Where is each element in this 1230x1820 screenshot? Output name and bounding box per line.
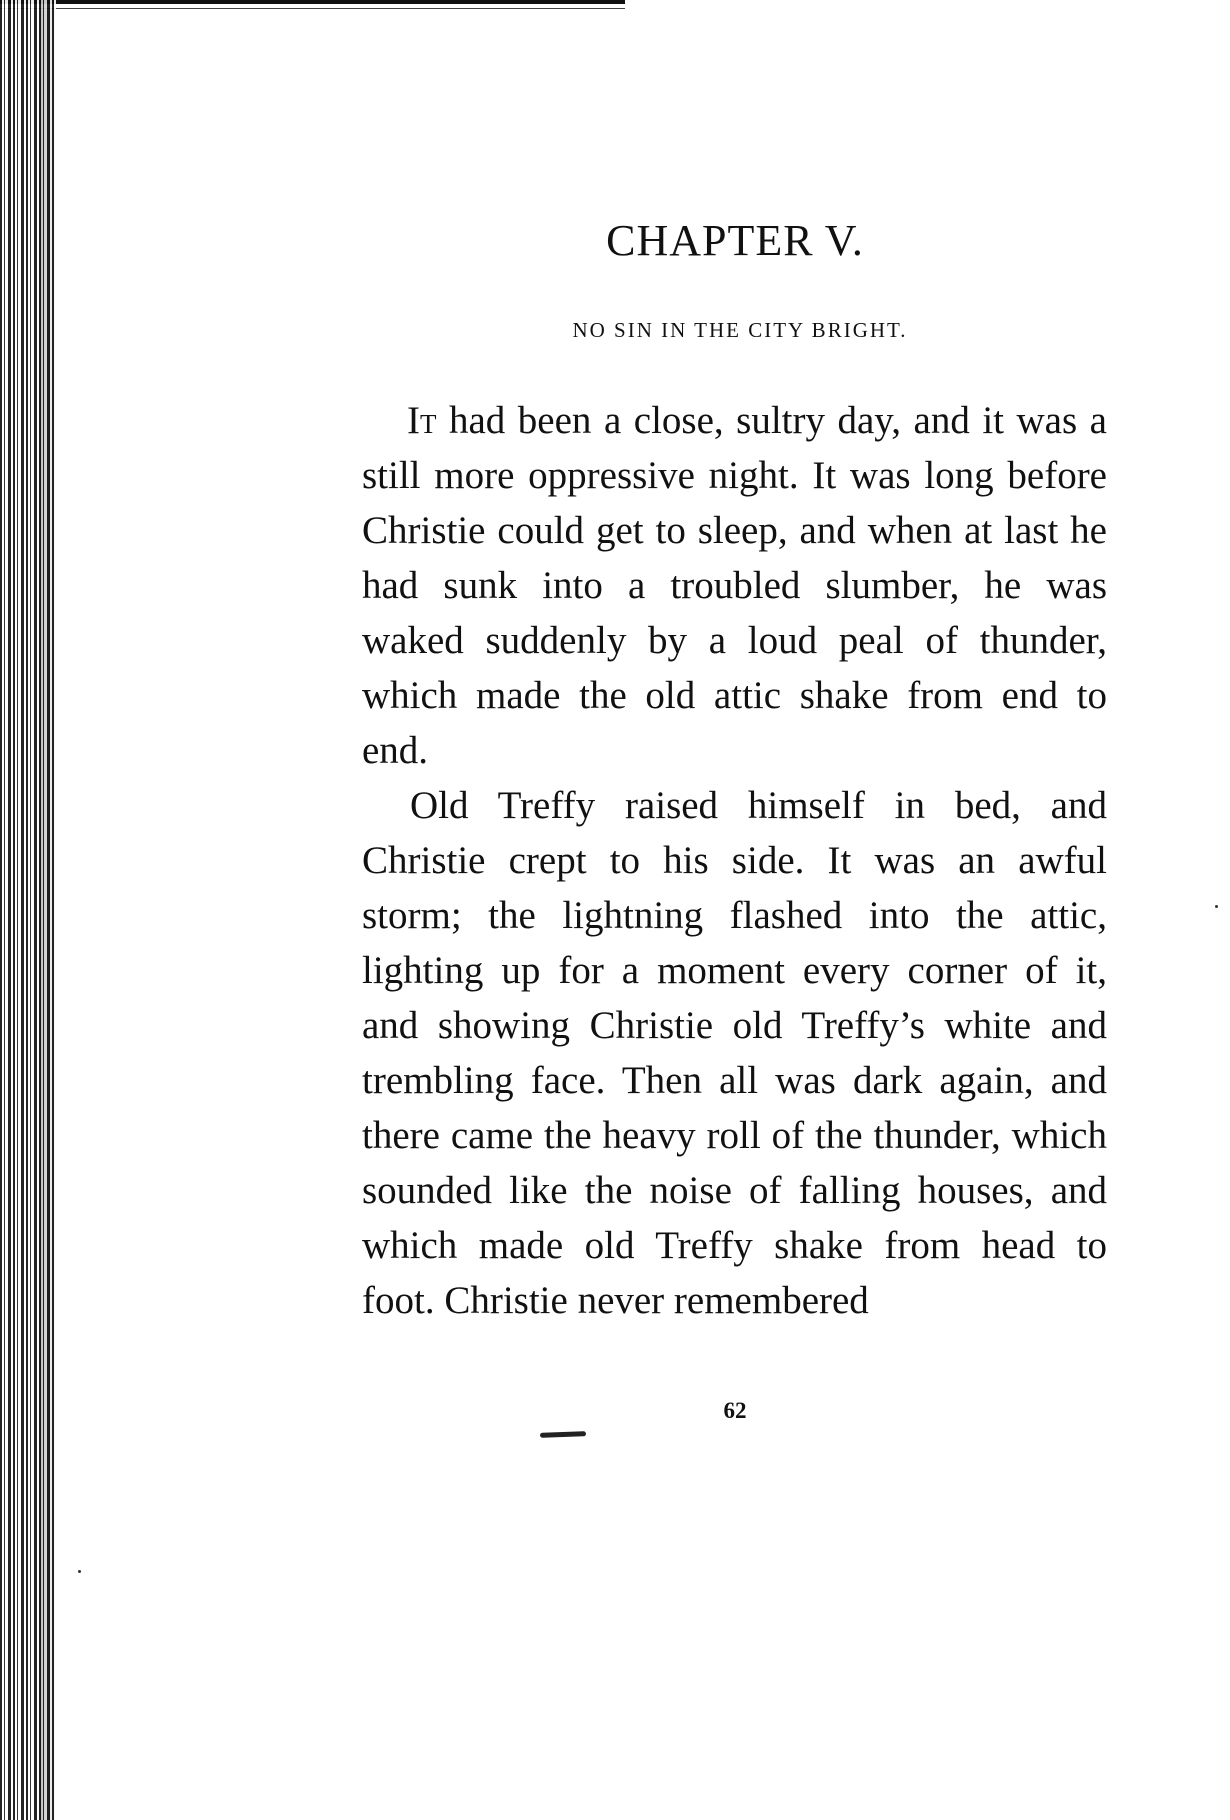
chapter-body: [362, 393, 1107, 1328]
paragraph-1-lead: It: [407, 399, 437, 442]
paragraph-2-text: Old Treffy raised himself in bed, and Christie crept to his side. It was an awful storm; the lightning flashed into the attic, lighting up for a moment every corner of it, and showing Christie old Treffy’s white and trembling face. Then all was dark again, and there came the heavy roll of the thunder, which sounded like the noise of falling houses, and which made old Treffy shake from head to foot. Christie never remembered: [362, 784, 1107, 1322]
speck-dot: [1215, 905, 1218, 908]
chapter-title: CHAPTER V.: [606, 216, 864, 265]
paragraph-2: [362, 778, 1107, 1328]
speck-dot: [78, 1570, 81, 1573]
page-number: 62: [723, 1398, 747, 1423]
chapter-subtitle: NO SIN IN THE CITY BRIGHT.: [572, 318, 908, 342]
top-rule: [0, 0, 625, 4]
paragraph-1-text: had been a close, sultry day, and it was a still more oppressive night. It was long before Christie could get to sleep, and when at last he had sunk into a troubled slumber, he was waked suddenly by a loud peal of thunder, which made the old attic shake from end to end.: [362, 399, 1107, 772]
top-rule-thin: [0, 8, 625, 9]
binding-shadow: [40, 0, 56, 1820]
ink-smudge: [540, 1431, 586, 1438]
paragraph-1: [362, 393, 1107, 778]
